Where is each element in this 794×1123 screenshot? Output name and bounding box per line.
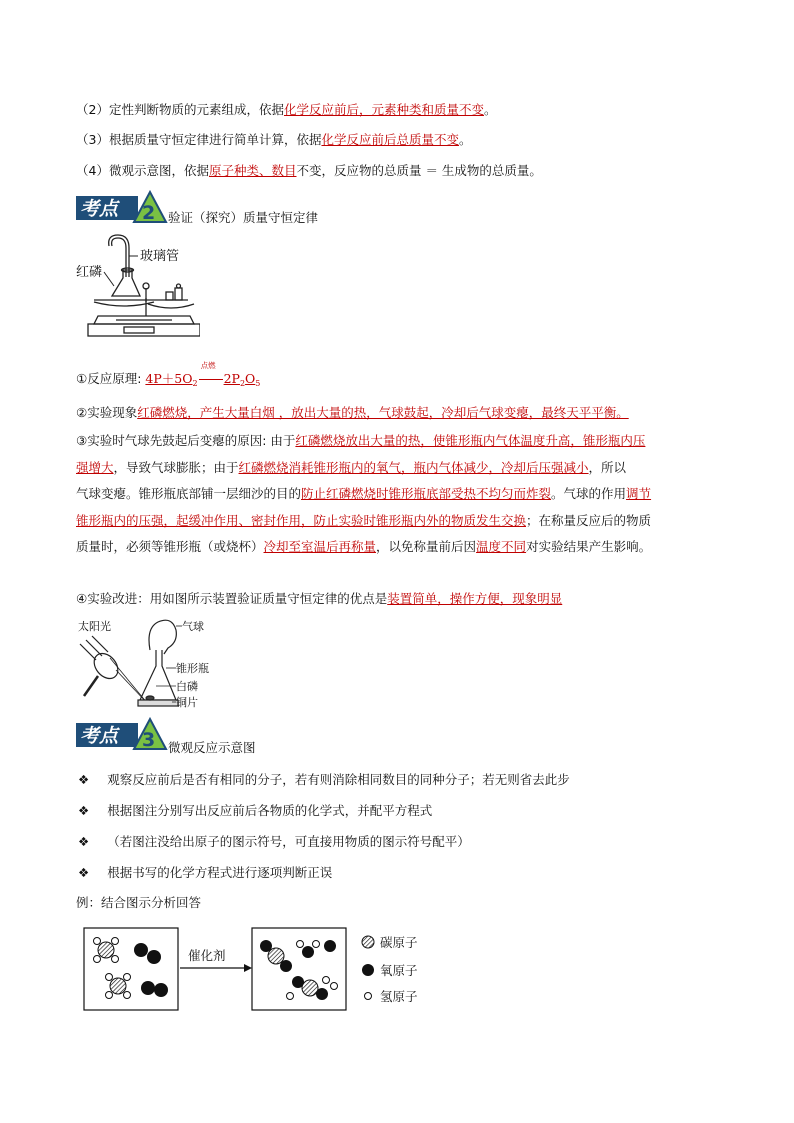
svg-text:碳原子: 碳原子 xyxy=(380,935,418,950)
reaction-equation: $4P+5O_2$ 点燃 $2P_2O_5$ xyxy=(145,361,261,388)
kaodian-3-title: 微观反应示意图 xyxy=(168,740,256,755)
bullet-3: ❖ （若图注没给出原子的图示符号，可直接用物质的图示符号配平） xyxy=(78,834,470,849)
svg-text:考点: 考点 xyxy=(80,725,119,747)
svg-text:铜片: 铜片 xyxy=(176,696,198,709)
kaodian-2-badge xyxy=(76,190,168,224)
item-2: （2）定性判断物质的元素组成，依据化学反应前后，元素种类和质量不变。 xyxy=(76,102,497,117)
item-4: （4）微观示意图，依据原子种类、数目不变，反应物的总质量 ＝ 生成物的总质量。 xyxy=(76,163,542,178)
example-label: 例：结合图示分析回答 xyxy=(76,895,202,910)
bullet-1: ❖ 观察反应前后是否有相同的分子，若有则消除相同数目的同种分子；若无则省去此步 xyxy=(78,772,570,787)
svg-text:白磷: 白磷 xyxy=(176,680,198,693)
svg-text:催化剂: 催化剂 xyxy=(188,948,226,963)
balance-figure xyxy=(76,232,200,344)
svg-text:玻璃管: 玻璃管 xyxy=(140,249,180,264)
svg-text:太阳光: 太阳光 xyxy=(78,620,111,633)
svg-text:考点: 考点 xyxy=(80,198,119,220)
improvement: ④实验改进：用如图所示装置验证质量守恒定律的优点是装置简单，操作方便，现象明显 xyxy=(76,591,563,606)
svg-text:氧原子: 氧原子 xyxy=(380,963,418,978)
item-3: （3）根据质量守恒定律进行简单计算，依据化学反应前后总质量不变。 xyxy=(76,132,472,147)
kaodian-2-title: 验证（探究）质量守恒定律 xyxy=(168,210,319,225)
bullet-4: ❖ 根据书写的化学方程式进行逐项判断正误 xyxy=(78,865,333,880)
sunlight-apparatus-figure xyxy=(76,614,236,714)
svg-text:气球: 气球 xyxy=(182,620,204,633)
reason-paragraph: ③实验时气球先鼓起后变瘪的原因: 由于红磷燃烧放出大量的热，使锥形瓶内气体温度升高，锥形瓶内压 强增大，导致气球膨胀；由于红磷燃烧消耗锥形瓶内的氧气，瓶内气体减少，冷却后压强减小，所以 气球变瘪。锥形瓶底部铺一层细沙的目的防止红磷燃烧时锥形瓶底部受热不均匀而炸裂。气球的作用调节 锥形瓶内的压强，起缓冲作用、密封作用，防止实验时锥形瓶内外的物质发生交换；在称量反应后的物质 质量时，必须等锥形瓶（或烧杯）冷却至室温后再称量，以免称量前后因温度不同对实验结果产生影响。 xyxy=(76,433,652,554)
svg-text:锥形瓶: 锥形瓶 xyxy=(176,662,209,675)
kaodian-3-badge xyxy=(76,717,168,751)
svg-text:红磷: 红磷 xyxy=(76,265,103,280)
svg-text:3: 3 xyxy=(142,729,156,751)
micro-reaction-diagram xyxy=(76,922,436,1018)
svg-text:2: 2 xyxy=(142,202,156,224)
bullet-2: ❖ 根据图注分别写出反应前后各物质的化学式，并配平方程式 xyxy=(78,803,433,818)
svg-text:氢原子: 氢原子 xyxy=(380,989,418,1004)
phenomenon: ②实验现象红磷燃烧，产生大量白烟 ，放出大量的热，气球鼓起，冷却后气球变瘪，最终天平平衡。 xyxy=(76,405,629,420)
reaction-principle: ①反应原理: $4P+5O_2$ 点燃 $2P_2O_5$ xyxy=(76,369,266,388)
